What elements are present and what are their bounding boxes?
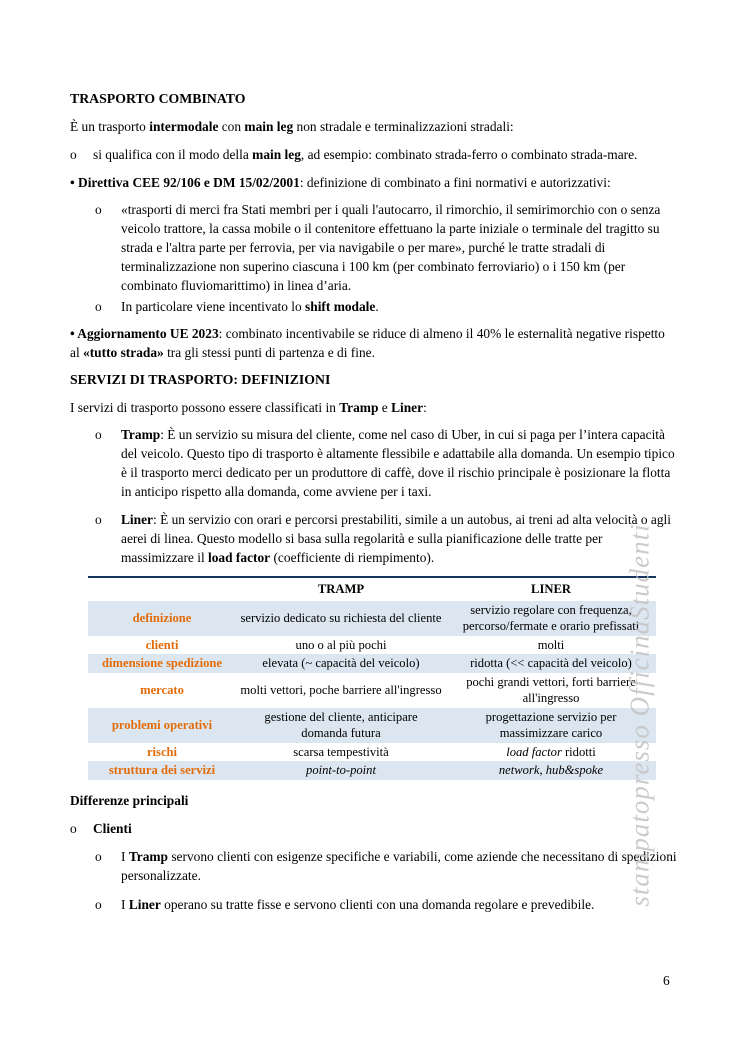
servizi-heading: SERVIZI DI TRASPORTO: DEFINIZIONI [70,372,331,387]
tramp-value-cell: elevata (~ capacità del veicolo) [236,654,446,673]
header-empty-cell [88,577,236,601]
liner-value-cell: pochi grandi vettori, forti barriere all'ingresso [466,674,636,705]
list-item-qualifica [70,145,677,164]
list-item-text: I Tramp servono clienti con esigenze specifiche e variabili, come aziende che necessitano di spedizioni personalizzate. [121,848,677,883]
row-label-cell: struttura dei servizi [88,761,236,780]
tramp-value-cell: point-to-point [236,761,446,780]
row-label-cell: dimensione spedizione [88,654,236,673]
circle-bullet-marker: o [70,820,77,836]
list-item-clienti [70,819,677,838]
tramp-value-cell: gestione del cliente, anticipare domanda futura [236,708,446,743]
liner-value-cell: servizio regolare con frequenza, percorso/fermate e orario prefissati [446,601,656,636]
tramp-value-cell: molti vettori, poche barriere all'ingresso [240,682,442,697]
watermark-text: stampatopresso OfficinaStudenti [624,523,655,907]
header-liner: LINER [531,582,571,596]
circle-bullet-marker: o [95,848,102,864]
page-number: 6 [663,973,670,988]
table-row [88,708,656,743]
table-header-row [88,577,656,601]
aggiornamento-paragraph: • Aggiornamento UE 2023: combinato incentivabile se riduce di almeno il 40% le esternalità negative rispetto al «tutto strada» tra gli stessi punti di partenza e di fine. [70,326,665,360]
table-row [88,601,656,636]
list-item-text: Liner: È un servizio con orari e percorsi prestabiliti, simile a un autobus, ai treni ad alta velocità o agli aerei di linea. Questo modello si basa sulla regolarità e sulla pianificazione delle tratte per massimizzare il load factor (coefficiente di riempimento). [121,512,671,565]
row-label-cell: problemi operativi [88,708,236,743]
list-item-text: In particolare viene incentivato lo shift modale. [121,299,379,314]
list-item-text: si qualifica con il modo della main leg, ad esempio: combinato strada-ferro o combinato strada-mare. [93,147,638,162]
list-item-tramp-clients [95,847,677,885]
list-item-liner-clients [95,895,677,914]
comparison-table-body [88,601,656,780]
table-row [88,636,656,655]
circle-bullet-marker: o [95,427,102,442]
circle-bullet-marker: o [70,147,77,162]
row-label-cell: mercato [140,682,184,697]
tramp-value-cell: scarsa tempestività [293,744,389,759]
differenze-heading: Differenze principali [70,792,189,808]
tramp-value-cell: servizio dedicato su richiesta del cliente [236,601,446,636]
list-item-liner [95,510,677,567]
liner-value-cell: ridotta (<< capacità del veicolo) [446,654,656,673]
intro-paragraph: È un trasporto intermodale con main leg non stradale e terminalizzazioni stradali: [70,119,514,134]
tramp-value-cell: uno o al più pochi [295,637,387,652]
row-label-cell: rischi [146,744,178,759]
row-label-cell: definizione [88,601,236,636]
row-label-cell: clienti [145,637,179,652]
direttiva-paragraph: • Direttiva CEE 92/106 e DM 15/02/2001: definizione di combinato a fini normativi e autorizzativi: [70,175,611,190]
direttiva-sublist [70,200,677,316]
table-row [88,673,656,708]
list-item-shift-modale [95,297,677,316]
document-content [70,89,677,923]
table-row [88,743,656,762]
liner-value-cell: load factor ridotti [506,744,596,759]
list-item-tramp [95,425,677,501]
list-item-text: «trasporti di merci fra Stati membri per i quali l'autocarro, il rimorchio, il semirimorchio con o senza veicolo trattore, la cassa mobile o il contenitore effettuano la parte iniziale o terminale del tragitto su strada e l'altra parte per ferrovia, per via navigabile o per mare», purché le tratte stradali di terminalizzazione non superino ciascuna i 100 km (per combinato ferroviario) o i 150 km (per combinato fluviomarittimo) in linea d’aria. [121,202,661,293]
list-item-text: Clienti [93,820,132,836]
list-item-text: Tramp: È un servizio su misura del cliente, come nel caso di Uber, in cui si paga per l’intera capacità del veicolo. Questo tipo di trasporto è altamente flessibile e adattabile alla domanda. Un esempio tipico è il trasporto merci dedicato per un produttore di caffè, dove il rischio principale è posizionare la flotta in anticipo rispetto alla domanda, come avviene per i taxi. [121,427,675,499]
liner-value-cell: molti [537,637,565,652]
circle-bullet-marker: o [95,202,102,217]
circle-bullet-marker: o [95,896,102,912]
tramp-liner-comparison-table [88,576,656,780]
circle-bullet-marker: o [95,512,102,527]
circle-bullet-marker: o [95,299,102,314]
liner-value-cell: progettazione servizio per massimizzare carico [446,708,656,743]
table-row [88,654,656,673]
doc-title: TRASPORTO COMBINATO [70,91,246,106]
table-row [88,761,656,780]
list-item-text: I Liner operano su tratte fisse e servono clienti con una domanda regolare e prevedibile. [121,896,595,912]
list-item-quote [95,200,677,295]
servizi-intro-paragraph: I servizi di trasporto possono essere classificati in Tramp e Liner: [70,400,427,415]
liner-value-cell: network, hub&spoke [446,761,656,780]
header-tramp: TRAMP [317,582,365,596]
